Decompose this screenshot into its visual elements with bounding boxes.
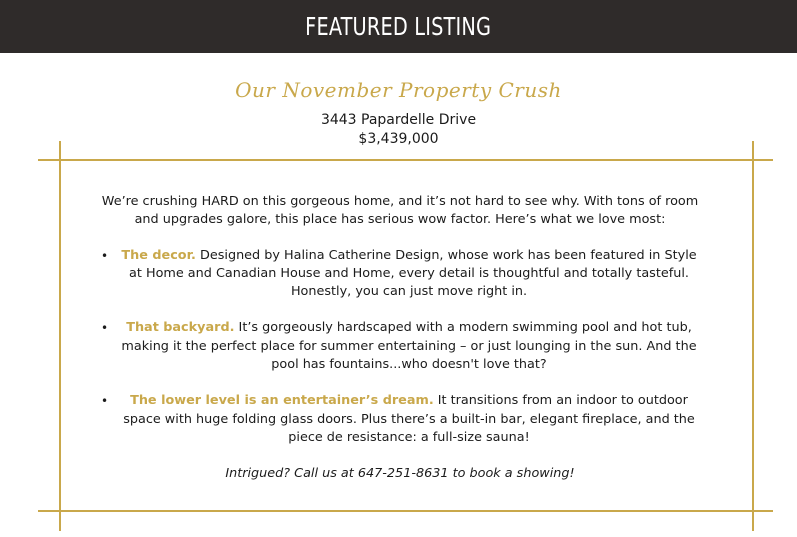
listing-tagline: Our November Property Crush [235,78,562,102]
frame-top-line [38,159,773,161]
frame-left-line [59,141,61,531]
list-item [96,247,704,302]
highlight-title: The lower level is an entertainer’s dream. [130,393,434,409]
bullet-icon: • [101,394,109,409]
bullet-icon: • [101,321,109,336]
call-to-action: Intrigued? Call us at 647-251-8631 to book a showing! [225,466,575,482]
highlight-title: The decor. [121,247,196,263]
highlights-list [96,247,704,448]
header-banner [0,0,797,53]
highlight-title: That backyard. [126,320,235,336]
listing-price: $3,439,000 [358,131,439,147]
highlight-text: It’s gorgeously hardscaped with a modern swimming pool and hot tub, making it the perfect place for summer entertaining – or just lounging in the sun. And the pool has fountains...who doesn't love that? [121,320,697,373]
listing-address: 3443 Papardelle Drive [320,112,477,128]
frame-right-line [752,141,754,531]
page-title: FEATURED LISTING [305,12,492,41]
highlight-text: It transitions from an indoor to outdoor space with huge folding glass doors. Plus there’s a built-in bar, elegant fireplace, and the piece de resistance: a full-size sauna! [123,393,695,445]
listing-description [96,193,704,496]
frame-bottom-line [38,510,773,512]
list-item [96,392,704,447]
list-item [96,319,704,374]
highlight-text: Designed by Halina Catherine Design, whose work has been featured in Style at Home and Canadian House and Home, every detail is thoughtful and totally tasteful. Honestly, you can just move right in. [129,247,697,300]
intro-paragraph: We’re crushing HARD on this gorgeous home, and it’s not hard to see why. With tons of room and upgrades galore, this place has serious wow factor. Here’s what we love most: [101,194,699,228]
bullet-icon: • [101,248,109,263]
